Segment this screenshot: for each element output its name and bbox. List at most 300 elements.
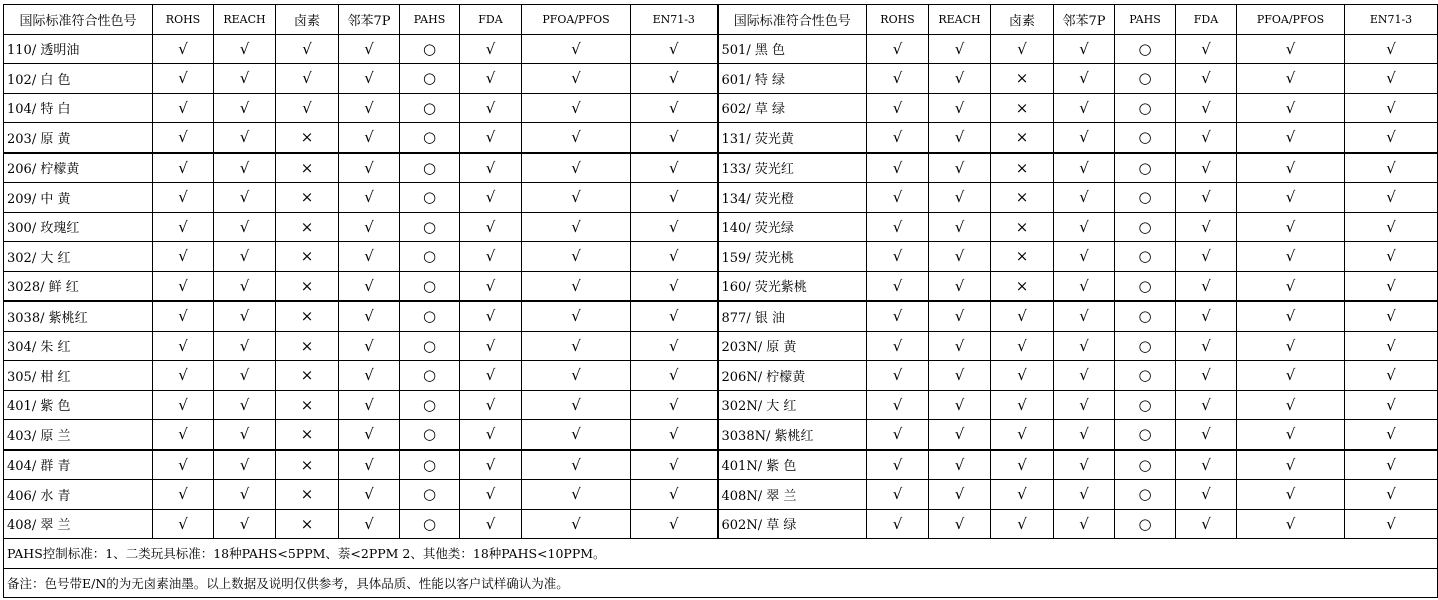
pfoa-mark-cell: √ — [522, 212, 631, 242]
fda-mark-cell: √ — [1176, 509, 1237, 539]
halogen-mark-cell: × — [991, 271, 1054, 301]
color-code-cell: 403/ 原 兰 — [4, 420, 153, 450]
en71-mark-cell: √ — [631, 183, 718, 213]
color-code-cell: 134/ 荧光橙 — [718, 183, 867, 213]
pahs-mark-cell: ○ — [400, 242, 460, 272]
rohs-mark-cell: √ — [867, 153, 929, 183]
halogen-mark-cell: × — [991, 242, 1054, 272]
phthalate-mark-cell: √ — [1054, 183, 1115, 213]
en71-mark-cell: √ — [631, 271, 718, 301]
pfoa-mark-cell: √ — [522, 509, 631, 539]
reach-mark-cell: √ — [929, 123, 991, 153]
color-code-cell: 302/ 大 红 — [4, 242, 153, 272]
color-code-cell: 206N/ 柠檬黄 — [718, 361, 867, 391]
color-code-cell: 3028/ 鲜 红 — [4, 271, 153, 301]
reach-mark-cell: √ — [214, 271, 276, 301]
halogen-mark-cell: × — [991, 64, 1054, 94]
color-code-cell: 203N/ 原 黄 — [718, 331, 867, 361]
rohs-mark-cell: √ — [867, 212, 929, 242]
header-pahs: PAHS — [1115, 5, 1176, 35]
pfoa-mark-cell: √ — [522, 390, 631, 420]
halogen-mark-cell: √ — [991, 301, 1054, 331]
header-en71: EN71-3 — [1345, 5, 1438, 35]
reach-mark-cell: √ — [929, 390, 991, 420]
remark-row — [4, 568, 1438, 598]
header-rohs: ROHS — [867, 5, 929, 35]
fda-mark-cell: √ — [1176, 420, 1237, 450]
table-header-row — [4, 5, 1438, 35]
reach-mark-cell: √ — [214, 509, 276, 539]
header-color-code: 国际标准符合性色号 — [718, 5, 867, 35]
halogen-mark-cell: × — [276, 480, 339, 510]
halogen-mark-cell: × — [276, 242, 339, 272]
fda-mark-cell: √ — [460, 34, 522, 64]
pahs-mark-cell: ○ — [1115, 361, 1176, 391]
en71-mark-cell: √ — [631, 64, 718, 94]
pfoa-mark-cell: √ — [1237, 509, 1345, 539]
halogen-mark-cell: × — [276, 331, 339, 361]
phthalate-mark-cell: √ — [1054, 361, 1115, 391]
halogen-mark-cell: × — [991, 183, 1054, 213]
phthalate-mark-cell: √ — [339, 420, 400, 450]
reach-mark-cell: √ — [214, 153, 276, 183]
pfoa-mark-cell: √ — [1237, 242, 1345, 272]
color-code-cell: 602N/ 草 绿 — [718, 509, 867, 539]
rohs-mark-cell: √ — [153, 34, 214, 64]
color-code-cell: 404/ 群 青 — [4, 450, 153, 480]
rohs-mark-cell: √ — [867, 242, 929, 272]
rohs-mark-cell: √ — [867, 64, 929, 94]
color-code-cell: 305/ 柑 红 — [4, 361, 153, 391]
phthalate-mark-cell: √ — [1054, 123, 1115, 153]
phthalate-mark-cell: √ — [339, 301, 400, 331]
rohs-mark-cell: √ — [867, 450, 929, 480]
rohs-mark-cell: √ — [867, 390, 929, 420]
en71-mark-cell: √ — [631, 123, 718, 153]
reach-mark-cell: √ — [929, 242, 991, 272]
en71-mark-cell: √ — [1345, 509, 1438, 539]
phthalate-mark-cell: √ — [339, 123, 400, 153]
color-code-cell: 408/ 翠 兰 — [4, 509, 153, 539]
halogen-mark-cell: √ — [991, 331, 1054, 361]
remark-note: 备注：色号带E/N的为无卤素油墨。以上数据及说明仅供参考，具体品质、性能以客户试样确认为准。 — [4, 568, 1438, 598]
halogen-mark-cell: √ — [991, 509, 1054, 539]
pahs-note-row — [4, 539, 1438, 569]
en71-mark-cell: √ — [1345, 480, 1438, 510]
pahs-mark-cell: ○ — [1115, 34, 1176, 64]
halogen-mark-cell: √ — [991, 34, 1054, 64]
pfoa-mark-cell: √ — [1237, 93, 1345, 123]
header-rohs: ROHS — [153, 5, 214, 35]
reach-mark-cell: √ — [929, 480, 991, 510]
en71-mark-cell: √ — [1345, 183, 1438, 213]
pahs-mark-cell: ○ — [1115, 480, 1176, 510]
rohs-mark-cell: √ — [153, 123, 214, 153]
rohs-mark-cell: √ — [153, 183, 214, 213]
table-row — [4, 390, 1438, 420]
rohs-mark-cell: √ — [153, 361, 214, 391]
pfoa-mark-cell: √ — [522, 271, 631, 301]
pahs-mark-cell: ○ — [1115, 331, 1176, 361]
phthalate-mark-cell: √ — [1054, 64, 1115, 94]
rohs-mark-cell: √ — [153, 93, 214, 123]
pahs-mark-cell: ○ — [400, 34, 460, 64]
color-code-cell: 401/ 紫 色 — [4, 390, 153, 420]
fda-mark-cell: √ — [1176, 34, 1237, 64]
pfoa-mark-cell: √ — [522, 183, 631, 213]
fda-mark-cell: √ — [460, 480, 522, 510]
table-row — [4, 242, 1438, 272]
header-color-code: 国际标准符合性色号 — [4, 5, 153, 35]
rohs-mark-cell: √ — [867, 123, 929, 153]
halogen-mark-cell: √ — [991, 450, 1054, 480]
reach-mark-cell: √ — [214, 123, 276, 153]
reach-mark-cell: √ — [929, 331, 991, 361]
en71-mark-cell: √ — [1345, 34, 1438, 64]
reach-mark-cell: √ — [929, 301, 991, 331]
phthalate-mark-cell: √ — [1054, 390, 1115, 420]
rohs-mark-cell: √ — [153, 480, 214, 510]
reach-mark-cell: √ — [214, 93, 276, 123]
pfoa-mark-cell: √ — [522, 361, 631, 391]
en71-mark-cell: √ — [1345, 153, 1438, 183]
en71-mark-cell: √ — [1345, 361, 1438, 391]
fda-mark-cell: √ — [1176, 390, 1237, 420]
rohs-mark-cell: √ — [867, 480, 929, 510]
color-code-cell: 102/ 白 色 — [4, 64, 153, 94]
en71-mark-cell: √ — [631, 420, 718, 450]
en71-mark-cell: √ — [631, 450, 718, 480]
rohs-mark-cell: √ — [153, 509, 214, 539]
reach-mark-cell: √ — [929, 212, 991, 242]
fda-mark-cell: √ — [1176, 183, 1237, 213]
halogen-mark-cell: √ — [276, 64, 339, 94]
en71-mark-cell: √ — [1345, 301, 1438, 331]
color-code-cell: 401N/ 紫 色 — [718, 450, 867, 480]
rohs-mark-cell: √ — [153, 390, 214, 420]
halogen-mark-cell: √ — [991, 420, 1054, 450]
reach-mark-cell: √ — [214, 242, 276, 272]
pfoa-mark-cell: √ — [522, 153, 631, 183]
reach-mark-cell: √ — [214, 183, 276, 213]
en71-mark-cell: √ — [631, 212, 718, 242]
fda-mark-cell: √ — [460, 301, 522, 331]
fda-mark-cell: √ — [1176, 123, 1237, 153]
rohs-mark-cell: √ — [867, 271, 929, 301]
color-code-cell: 133/ 荧光红 — [718, 153, 867, 183]
halogen-mark-cell: × — [276, 450, 339, 480]
pfoa-mark-cell: √ — [1237, 331, 1345, 361]
color-code-cell: 203/ 原 黄 — [4, 123, 153, 153]
phthalate-mark-cell: √ — [339, 331, 400, 361]
rohs-mark-cell: √ — [867, 361, 929, 391]
table-row — [4, 212, 1438, 242]
table-row — [4, 420, 1438, 450]
table-row — [4, 34, 1438, 64]
pahs-mark-cell: ○ — [1115, 123, 1176, 153]
reach-mark-cell: √ — [214, 361, 276, 391]
rohs-mark-cell: √ — [153, 271, 214, 301]
en71-mark-cell: √ — [1345, 212, 1438, 242]
color-code-cell: 159/ 荧光桃 — [718, 242, 867, 272]
rohs-mark-cell: √ — [867, 93, 929, 123]
fda-mark-cell: √ — [460, 420, 522, 450]
reach-mark-cell: √ — [214, 301, 276, 331]
pahs-mark-cell: ○ — [1115, 153, 1176, 183]
reach-mark-cell: √ — [214, 450, 276, 480]
en71-mark-cell: √ — [1345, 271, 1438, 301]
phthalate-mark-cell: √ — [1054, 301, 1115, 331]
rohs-mark-cell: √ — [867, 301, 929, 331]
phthalate-mark-cell: √ — [339, 93, 400, 123]
pfoa-mark-cell: √ — [1237, 480, 1345, 510]
pahs-mark-cell: ○ — [400, 123, 460, 153]
header-fda: FDA — [460, 5, 522, 35]
pfoa-mark-cell: √ — [1237, 420, 1345, 450]
rohs-mark-cell: √ — [153, 212, 214, 242]
halogen-mark-cell: × — [991, 123, 1054, 153]
compliance-table — [3, 4, 1438, 598]
color-code-cell: 601/ 特 绿 — [718, 64, 867, 94]
phthalate-mark-cell: √ — [339, 64, 400, 94]
en71-mark-cell: √ — [631, 153, 718, 183]
fda-mark-cell: √ — [1176, 480, 1237, 510]
halogen-mark-cell: × — [276, 212, 339, 242]
pfoa-mark-cell: √ — [1237, 183, 1345, 213]
phthalate-mark-cell: √ — [339, 212, 400, 242]
reach-mark-cell: √ — [929, 183, 991, 213]
rohs-mark-cell: √ — [153, 242, 214, 272]
halogen-mark-cell: × — [276, 271, 339, 301]
table-row — [4, 93, 1438, 123]
halogen-mark-cell: × — [276, 420, 339, 450]
pahs-mark-cell: ○ — [400, 361, 460, 391]
halogen-mark-cell: √ — [276, 93, 339, 123]
en71-mark-cell: √ — [631, 93, 718, 123]
color-code-cell: 304/ 朱 红 — [4, 331, 153, 361]
pahs-mark-cell: ○ — [400, 420, 460, 450]
en71-mark-cell: √ — [631, 480, 718, 510]
en71-mark-cell: √ — [631, 242, 718, 272]
color-code-cell: 3038N/ 紫桃红 — [718, 420, 867, 450]
pahs-mark-cell: ○ — [400, 450, 460, 480]
en71-mark-cell: √ — [1345, 331, 1438, 361]
pahs-mark-cell: ○ — [400, 183, 460, 213]
phthalate-mark-cell: √ — [339, 509, 400, 539]
pfoa-mark-cell: √ — [522, 242, 631, 272]
reach-mark-cell: √ — [214, 34, 276, 64]
color-code-cell: 501/ 黑 色 — [718, 34, 867, 64]
en71-mark-cell: √ — [631, 34, 718, 64]
rohs-mark-cell: √ — [867, 34, 929, 64]
phthalate-mark-cell: √ — [1054, 420, 1115, 450]
en71-mark-cell: √ — [631, 509, 718, 539]
fda-mark-cell: √ — [460, 93, 522, 123]
halogen-mark-cell: × — [991, 93, 1054, 123]
pahs-mark-cell: ○ — [400, 390, 460, 420]
pfoa-mark-cell: √ — [1237, 153, 1345, 183]
pfoa-mark-cell: √ — [522, 301, 631, 331]
header-pfoa: PFOA/PFOS — [1237, 5, 1345, 35]
en71-mark-cell: √ — [1345, 64, 1438, 94]
pahs-mark-cell: ○ — [400, 64, 460, 94]
fda-mark-cell: √ — [1176, 331, 1237, 361]
color-code-cell: 104/ 特 白 — [4, 93, 153, 123]
pfoa-mark-cell: √ — [522, 331, 631, 361]
fda-mark-cell: √ — [460, 64, 522, 94]
fda-mark-cell: √ — [460, 271, 522, 301]
fda-mark-cell: √ — [1176, 301, 1237, 331]
table-row — [4, 509, 1438, 539]
pfoa-mark-cell: √ — [522, 480, 631, 510]
fda-mark-cell: √ — [460, 183, 522, 213]
reach-mark-cell: √ — [929, 509, 991, 539]
halogen-mark-cell: × — [276, 509, 339, 539]
header-phthalate: 邻苯7P — [339, 5, 400, 35]
phthalate-mark-cell: √ — [1054, 509, 1115, 539]
en71-mark-cell: √ — [1345, 123, 1438, 153]
phthalate-mark-cell: √ — [1054, 450, 1115, 480]
pfoa-mark-cell: √ — [522, 64, 631, 94]
table-row — [4, 480, 1438, 510]
color-code-cell: 209/ 中 黄 — [4, 183, 153, 213]
en71-mark-cell: √ — [1345, 420, 1438, 450]
en71-mark-cell: √ — [1345, 93, 1438, 123]
fda-mark-cell: √ — [460, 123, 522, 153]
color-code-cell: 877/ 银 油 — [718, 301, 867, 331]
fda-mark-cell: √ — [1176, 153, 1237, 183]
reach-mark-cell: √ — [929, 361, 991, 391]
reach-mark-cell: √ — [929, 450, 991, 480]
table-row — [4, 153, 1438, 183]
en71-mark-cell: √ — [1345, 390, 1438, 420]
phthalate-mark-cell: √ — [339, 390, 400, 420]
pfoa-mark-cell: √ — [1237, 271, 1345, 301]
rohs-mark-cell: √ — [867, 420, 929, 450]
pahs-mark-cell: ○ — [1115, 390, 1176, 420]
phthalate-mark-cell: √ — [1054, 212, 1115, 242]
color-code-cell: 110/ 透明油 — [4, 34, 153, 64]
color-code-cell: 406/ 水 青 — [4, 480, 153, 510]
phthalate-mark-cell: √ — [339, 271, 400, 301]
en71-mark-cell: √ — [1345, 242, 1438, 272]
table-row — [4, 361, 1438, 391]
fda-mark-cell: √ — [1176, 212, 1237, 242]
rohs-mark-cell: √ — [153, 64, 214, 94]
reach-mark-cell: √ — [929, 153, 991, 183]
phthalate-mark-cell: √ — [1054, 242, 1115, 272]
pfoa-mark-cell: √ — [522, 93, 631, 123]
fda-mark-cell: √ — [460, 450, 522, 480]
pfoa-mark-cell: √ — [1237, 64, 1345, 94]
pfoa-mark-cell: √ — [1237, 123, 1345, 153]
header-fda: FDA — [1176, 5, 1237, 35]
pahs-mark-cell: ○ — [1115, 420, 1176, 450]
phthalate-mark-cell: √ — [1054, 480, 1115, 510]
pfoa-mark-cell: √ — [522, 420, 631, 450]
reach-mark-cell: √ — [929, 271, 991, 301]
rohs-mark-cell: √ — [153, 420, 214, 450]
phthalate-mark-cell: √ — [339, 153, 400, 183]
en71-mark-cell: √ — [631, 361, 718, 391]
table-row — [4, 123, 1438, 153]
header-reach: REACH — [214, 5, 276, 35]
header-pahs: PAHS — [400, 5, 460, 35]
phthalate-mark-cell: √ — [339, 183, 400, 213]
pahs-standard-note: PAHS控制标准：1、二类玩具标准：18种PAHS<5PPM、萘<2PPM 2、其他类：18种PAHS<10PPM。 — [4, 539, 1438, 569]
pfoa-mark-cell: √ — [522, 34, 631, 64]
pfoa-mark-cell: √ — [1237, 34, 1345, 64]
fda-mark-cell: √ — [460, 390, 522, 420]
table-row — [4, 271, 1438, 301]
fda-mark-cell: √ — [460, 242, 522, 272]
reach-mark-cell: √ — [214, 212, 276, 242]
rohs-mark-cell: √ — [153, 331, 214, 361]
color-code-cell: 3038/ 紫桃红 — [4, 301, 153, 331]
phthalate-mark-cell: √ — [339, 480, 400, 510]
fda-mark-cell: √ — [1176, 242, 1237, 272]
color-code-cell: 160/ 荧光紫桃 — [718, 271, 867, 301]
pahs-mark-cell: ○ — [400, 509, 460, 539]
pfoa-mark-cell: √ — [1237, 390, 1345, 420]
pfoa-mark-cell: √ — [1237, 212, 1345, 242]
fda-mark-cell: √ — [460, 509, 522, 539]
pfoa-mark-cell: √ — [522, 450, 631, 480]
phthalate-mark-cell: √ — [1054, 93, 1115, 123]
phthalate-mark-cell: √ — [339, 361, 400, 391]
phthalate-mark-cell: √ — [339, 450, 400, 480]
pfoa-mark-cell: √ — [1237, 301, 1345, 331]
pfoa-mark-cell: √ — [522, 123, 631, 153]
color-code-cell: 131/ 荧光黄 — [718, 123, 867, 153]
pahs-mark-cell: ○ — [400, 480, 460, 510]
rohs-mark-cell: √ — [153, 153, 214, 183]
fda-mark-cell: √ — [1176, 93, 1237, 123]
reach-mark-cell: √ — [929, 420, 991, 450]
reach-mark-cell: √ — [214, 331, 276, 361]
table-row — [4, 183, 1438, 213]
fda-mark-cell: √ — [460, 331, 522, 361]
halogen-mark-cell: × — [276, 301, 339, 331]
table-row — [4, 331, 1438, 361]
pahs-mark-cell: ○ — [1115, 212, 1176, 242]
phthalate-mark-cell: √ — [1054, 331, 1115, 361]
header-reach: REACH — [929, 5, 991, 35]
phthalate-mark-cell: √ — [1054, 34, 1115, 64]
en71-mark-cell: √ — [631, 301, 718, 331]
reach-mark-cell: √ — [214, 390, 276, 420]
halogen-mark-cell: √ — [276, 34, 339, 64]
halogen-mark-cell: × — [991, 153, 1054, 183]
fda-mark-cell: √ — [1176, 450, 1237, 480]
halogen-mark-cell: √ — [991, 390, 1054, 420]
en71-mark-cell: √ — [631, 390, 718, 420]
header-pfoa: PFOA/PFOS — [522, 5, 631, 35]
phthalate-mark-cell: √ — [1054, 271, 1115, 301]
halogen-mark-cell: × — [276, 183, 339, 213]
rohs-mark-cell: √ — [153, 301, 214, 331]
pahs-mark-cell: ○ — [400, 301, 460, 331]
header-halogen: 卤素 — [991, 5, 1054, 35]
fda-mark-cell: √ — [1176, 271, 1237, 301]
phthalate-mark-cell: √ — [339, 34, 400, 64]
header-halogen: 卤素 — [276, 5, 339, 35]
pahs-mark-cell: ○ — [1115, 450, 1176, 480]
pahs-mark-cell: ○ — [400, 271, 460, 301]
pahs-mark-cell: ○ — [1115, 93, 1176, 123]
halogen-mark-cell: × — [276, 361, 339, 391]
en71-mark-cell: √ — [1345, 450, 1438, 480]
